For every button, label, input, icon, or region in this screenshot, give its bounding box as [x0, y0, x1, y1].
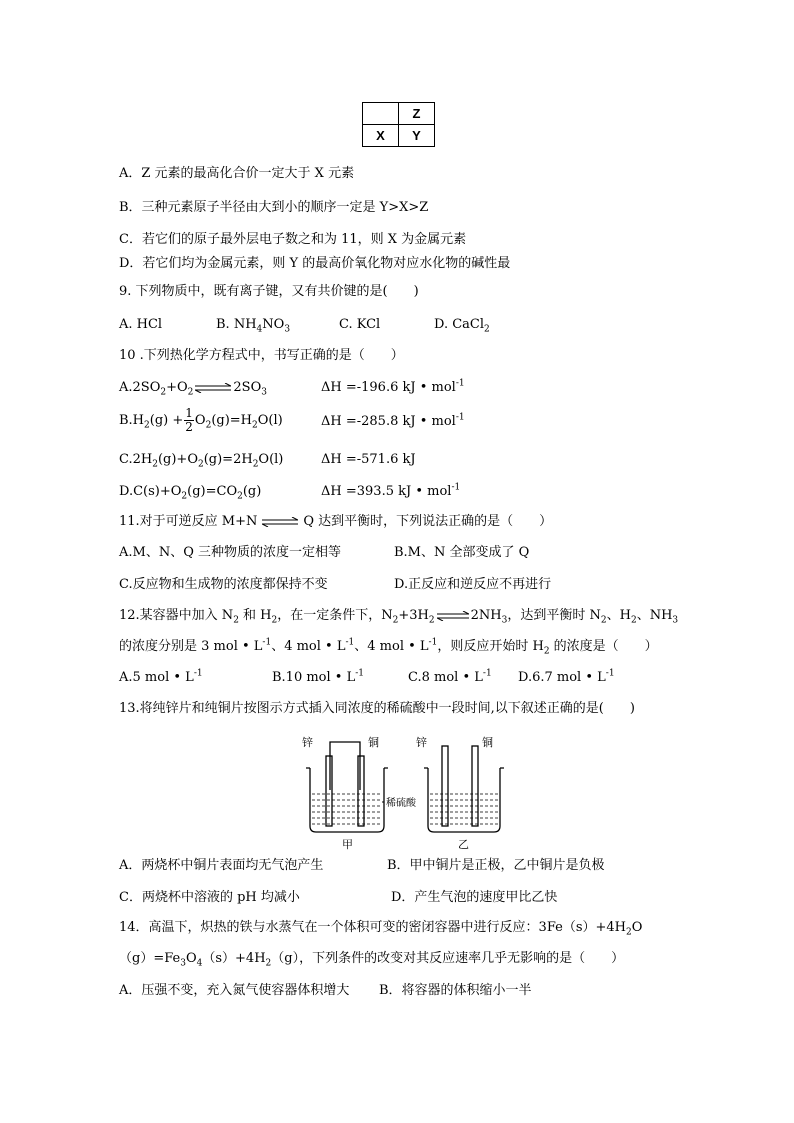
q8-option-a: A．Z 元素的最高化合价一定大于 X 元素	[119, 166, 355, 181]
q13-option-d: D．产生气泡的速度甲比乙快	[391, 890, 558, 905]
q8-option-d: D．若它们均为金属元素，则 Y 的最高价氧化物对应水化物的碱性最	[119, 256, 511, 271]
table-cell-x: X	[363, 125, 399, 147]
q10-option-d-dh: ΔH =393.5 kJ • mol$^{-1}$	[321, 482, 461, 499]
q8-option-b: B．三种元素原子半径由大到小的顺序一定是 Y>X>Z	[119, 200, 429, 215]
q10-stem: 10 .下列热化学方程式中，书写正确的是（ ）	[119, 348, 404, 363]
q12-option-b: B.10 mol • $L^{-1}$	[272, 668, 365, 685]
q10-option-c: $C.2H_2(g)+O_2(g)=2H_2O(l)$	[119, 452, 284, 470]
q13-option-a: A．两烧杯中铜片表面均无气泡产生	[119, 858, 324, 873]
q11-option-c: C.反应物和生成物的浓度都保持不变	[119, 577, 328, 592]
q12-stem-line2: 的浓度分别是 3 mol • $L^{-1}$、4 mol • $L^{-1}$、4 mol • $L^{-1}$，则反应开始时 $H_2$ 的浓度是（ ）	[119, 637, 658, 657]
q11-option-d: D.正反应和逆反应不再进行	[394, 577, 552, 592]
label-cu-jia: 铜	[368, 736, 379, 749]
q9-option-d: D. CaCl$_2$	[434, 317, 490, 335]
q9-option-b: B. $NH_4NO_3$	[216, 317, 291, 335]
q12-stem-line1: 12.某容器中加入 $N_2$ 和 $H_2$，在一定条件下，$N_2+3H_2$ $2NH_3$，达到平衡时 $N_2$、$H_2$、$NH_3$	[119, 608, 679, 626]
q10-option-c-dh: ΔH =-571.6 kJ	[321, 452, 416, 467]
q11-stem: 11.对于可逆反应 M+N Q 达到平衡时，下列说法正确的是（ ）	[119, 514, 553, 529]
q14-option-a: A．压强不变，充入氮气使容器体积增大	[119, 983, 350, 998]
q14-option-b: B．将容器的体积缩小一半	[379, 983, 532, 998]
q10-option-b: $B.H_2(g)$ + $\frac{1}{2}$ $O_2(g)=H_2O(l)$	[119, 406, 283, 434]
equilibrium-arrow-icon	[437, 611, 469, 621]
q10-option-b-dh: ΔH =-285.8 kJ • mol$^{-1}$	[321, 412, 465, 429]
table-cell-y: Y	[399, 125, 435, 147]
q12-option-d: D.6.7 mol • $L^{-1}$	[518, 668, 615, 685]
q9-option-a: A. HCl	[119, 317, 163, 332]
q9-stem: 9. 下列物质中，既有离子键，又有共价键的是( )	[119, 284, 419, 299]
fraction-half: $\frac{1}{2}$	[185, 406, 193, 434]
label-cu-yi: 铜	[482, 736, 493, 749]
q14-stem-line2: $(g)=Fe_3O_4(s)+4H_2(g)$，下列条件的改变对其反应速率几乎无影响的是（ ）	[119, 951, 625, 969]
equilibrium-arrow-icon	[262, 517, 298, 527]
q8-option-c: C．若它们的原子最外层电子数之和为 11，则 X 为金属元素	[119, 232, 467, 247]
label-acid: 稀硫酸	[386, 798, 416, 809]
q11-option-a: A.M、N、Q 三种物质的浓度一定相等	[119, 545, 341, 560]
beaker-diagram	[298, 732, 508, 852]
periodic-table-fragment	[362, 102, 435, 147]
q13-option-c: C．两烧杯中溶液的 pH 均减小	[119, 890, 300, 905]
q10-option-d: $D.C(s)+O_2(g)=CO_2(g)$	[119, 484, 262, 502]
q13-stem: 13.将纯锌片和纯铜片按图示方式插入同浓度的稀硫酸中一段时间,以下叙述正确的是( )	[119, 701, 635, 716]
q12-option-c: C.8 mol • $L^{-1}$	[408, 668, 492, 685]
q10-option-a-dh: ΔH =-196.6 kJ • mol$^{-1}$	[321, 378, 465, 395]
equilibrium-arrow-icon	[195, 383, 231, 393]
label-zn-yi: 锌	[416, 736, 427, 749]
beaker-jia	[306, 742, 388, 832]
beaker-yi	[424, 746, 504, 832]
liquid-yi	[430, 794, 498, 824]
q13-option-b: B．甲中铜片是正极，乙中铜片是负极	[387, 858, 605, 873]
q9-option-c: C. KCl	[339, 317, 381, 332]
q10-option-a: $A.2SO_2+O_2$ $2SO_3$	[119, 380, 267, 398]
liquid-jia	[312, 794, 382, 824]
label-yi: 乙	[458, 838, 469, 851]
q12-option-a: A.5 mol • $L^{-1}$	[119, 668, 203, 685]
q14-stem-line1: 14．高温下，炽热的铁与水蒸气在一个体积可变的密闭容器中进行反应：$3Fe(s)+4H_2O$	[119, 920, 643, 938]
table-cell-z: Z	[399, 103, 435, 125]
table-cell-empty	[363, 103, 399, 125]
label-zn-jia: 锌	[302, 736, 313, 749]
q11-option-b: B.M、N 全部变成了 Q	[394, 545, 530, 560]
label-jia: 甲	[342, 838, 353, 851]
